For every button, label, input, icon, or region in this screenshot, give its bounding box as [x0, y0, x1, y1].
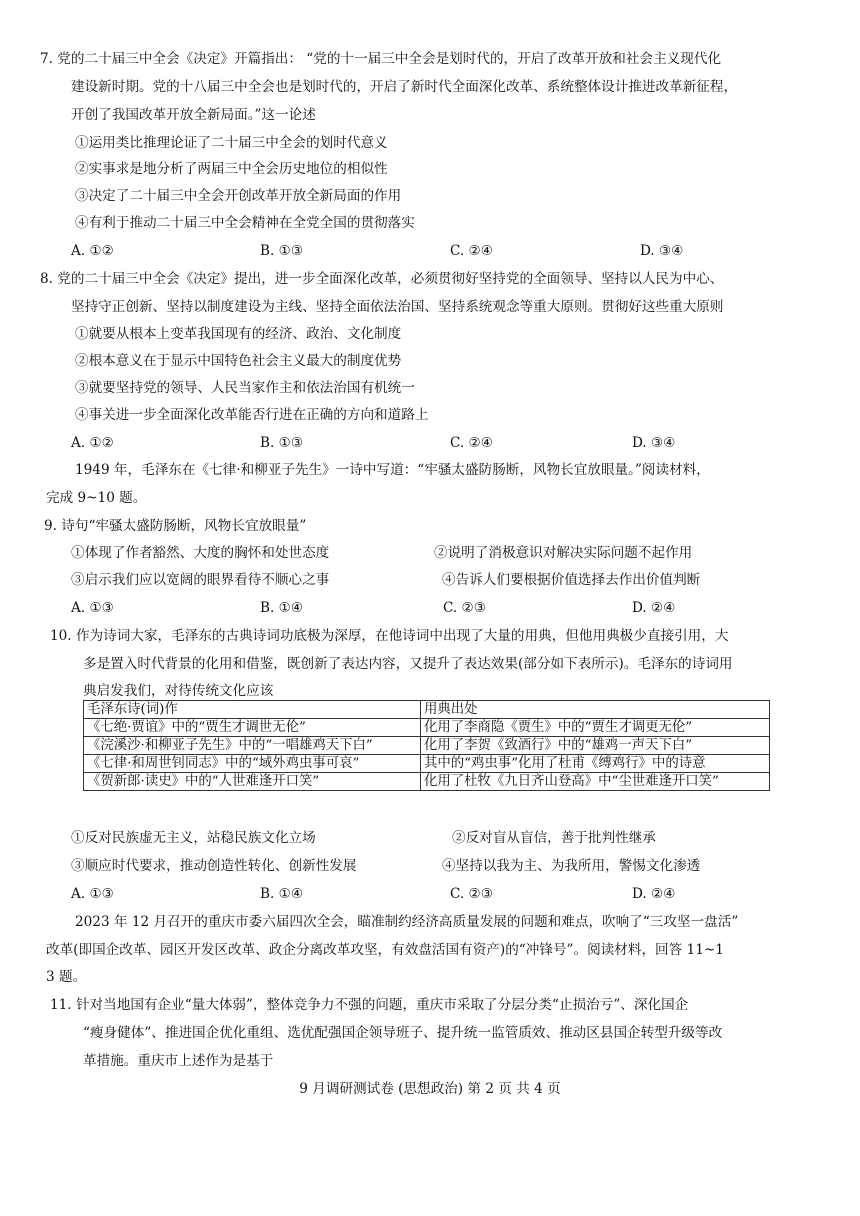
q8-option-b[interactable]: B. ①③	[260, 435, 304, 451]
q10-item-1: ①反对民族虚无主义，站稳民族文化立场	[71, 830, 316, 846]
table-cell: 化用了李商隐《贾生》中的“贾生才调更无伦”	[421, 719, 770, 737]
q8-item-1: ①就要从根本上变革我国现有的经济、政治、文化制度	[75, 326, 402, 342]
q11-stem-line-3: 革措施。重庆市上述作为是基于	[83, 1053, 274, 1069]
q7-item-4: ④有利于推动二十届三中全会精神在全党全国的贯彻落实	[75, 215, 415, 231]
q8-stem-line-2: 坚持守正创新、坚持以制度建设为主线、坚持全面依法治国、坚持系统观念等重大原则。贯彻好这些重大原则	[71, 299, 724, 315]
table-row	[84, 737, 770, 755]
q9-stem: 9. 诗句“牢骚太盛防肠断，风物长宜放眼量”	[44, 518, 307, 534]
q8-option-c[interactable]: C. ②④	[450, 435, 493, 451]
table-cell: 其中的“鸡虫事”化用了杜甫《缚鸡行》中的诗意	[421, 755, 770, 773]
table-cell: 《浣溪沙·和柳亚子先生》中的“一唱雄鸡天下白”	[84, 737, 421, 755]
q10-item-2: ②反对盲从盲信，善于批判性继承	[452, 830, 656, 846]
material1-line-2: 完成 9~10 题。	[46, 490, 147, 506]
q9-option-c[interactable]: C. ②③	[443, 600, 486, 616]
q10-stem-line-1: 10. 作为诗词大家，毛泽东的古典诗词功底极为深厚，在他诗词中出现了大量的用典，但他用典极少直接引用，大	[50, 628, 729, 644]
q7-option-d[interactable]: D. ③④	[640, 243, 684, 259]
q9-option-a[interactable]: A. ①③	[71, 600, 114, 616]
q10-item-3: ③顺应时代要求，推动创造性转化、创新性发展	[71, 858, 357, 874]
table-cell: 化用了李贺《致酒行》中的“雄鸡一声天下白”	[421, 737, 770, 755]
q9-option-d[interactable]: D. ②④	[632, 600, 676, 616]
q9-item-2: ②说明了消极意识对解决实际问题不起作用	[434, 545, 693, 561]
material2-line-1: 2023 年 12 月召开的重庆市委六届四次全会，瞄准制约经济高质量发展的问题和难点，吹响了“三攻坚一盘活”	[75, 914, 739, 930]
q7-stem-line-1: 7. 党的二十届三中全会《决定》开篇指出： “党的十一届三中全会是划时代的，开启了改革开放和社会主义现代化	[40, 51, 722, 67]
table-header-cell: 毛泽东诗(词)作	[84, 701, 421, 719]
q9-item-1: ①体现了作者豁然、大度的胸怀和处世态度	[71, 545, 330, 561]
q7-stem-line-3: 开创了我国改革开放全新局面。”这一论述	[71, 107, 316, 123]
q9-item-4: ④告诉人们要根据价值选择去作出价值判断	[442, 572, 701, 588]
q8-stem-line-1: 8. 党的二十届三中全会《决定》提出，进一步全面深化改革，必须贯彻好坚持党的全面领导、坚持以人民为中心、	[40, 271, 724, 287]
page-footer: 9 月调研测试卷 (思想政治) 第 2 页 共 4 页	[299, 1081, 561, 1097]
q11-stem-line-2: “瘦身健体”、推进国企优化重组、选优配强国企领导班子、提升统一监管质效、推动区县国企转型升级等改	[83, 1025, 723, 1041]
q11-stem-line-1: 11. 针对当地国有企业“量大体弱”，整体竞争力不强的问题，重庆市采取了分层分类“止损治亏”、深化国企	[50, 997, 689, 1013]
q9-item-3: ③启示我们应以宽阔的眼界看待不顺心之事	[71, 572, 330, 588]
q10-stem-line-3: 典启发我们，对待传统文化应该	[83, 683, 274, 699]
q8-item-3: ③就要坚持党的领导、人民当家作主和依法治国有机统一	[75, 380, 415, 396]
q7-stem-line-2: 建设新时期。党的十八届三中全会也是划时代的，开启了新时代全面深化改革、系统整体设计推进改革新征程，	[71, 79, 738, 95]
allusion-table	[83, 700, 770, 791]
q8-item-2: ②根本意义在于显示中国特色社会主义最大的制度优势	[75, 353, 402, 369]
material2-line-2: 改革(即国企改革、园区开发区改革、政企分离改革攻坚，有效盘活国有资产)的“冲锋号”。阅读材料，回答 11~1	[46, 942, 724, 958]
table-row	[84, 719, 770, 737]
material2-line-3: 3 题。	[46, 969, 87, 985]
q7-option-b[interactable]: B. ①③	[260, 243, 304, 259]
q8-option-d[interactable]: D. ③④	[632, 435, 676, 451]
table-row	[84, 773, 770, 791]
table-cell: 《贺新郎·读史》中的“人世难逢开口笑”	[84, 773, 421, 791]
q7-option-c[interactable]: C. ②④	[450, 243, 493, 259]
q10-option-d[interactable]: D. ②④	[632, 886, 676, 902]
q7-item-1: ①运用类比推理论证了二十届三中全会的划时代意义	[75, 135, 388, 151]
q8-item-4: ④事关进一步全面深化改革能否行进在正确的方向和道路上	[75, 407, 429, 423]
q10-option-c[interactable]: C. ②③	[450, 886, 493, 902]
q10-item-4: ④坚持以我为主、为我所用，警惕文化渗透	[442, 858, 701, 874]
q9-option-b[interactable]: B. ①④	[260, 600, 304, 616]
q7-item-2: ②实事求是地分析了两届三中全会历史地位的相似性	[75, 161, 388, 177]
table-header-row	[84, 701, 770, 719]
table-cell: 化用了杜牧《九日齐山登高》中“尘世难逢开口笑”	[421, 773, 770, 791]
q7-option-a[interactable]: A. ①②	[71, 243, 114, 259]
q8-option-a[interactable]: A. ①②	[71, 435, 114, 451]
table-row	[84, 755, 770, 773]
table-cell: 《七律·和周世钊同志》中的“域外鸡虫事可哀”	[84, 755, 421, 773]
table-cell: 《七绝·贾谊》中的“贾生才调世无伦”	[84, 719, 421, 737]
q10-option-b[interactable]: B. ①④	[260, 886, 304, 902]
material1-line-1: 1949 年，毛泽东在《七律·和柳亚子先生》一诗中写道：“牢骚太盛防肠断，风物长宜放眼量。”阅读材料，	[75, 462, 710, 478]
table-header-cell: 用典出处	[421, 701, 770, 719]
q10-option-a[interactable]: A. ①③	[71, 886, 114, 902]
q10-stem-line-2: 多是置入时代背景的化用和借鉴，既创新了表达内容，又提升了表达效果(部分如下表所示)。毛泽东的诗词用	[83, 656, 733, 672]
q7-item-3: ③决定了二十届三中全会开创改革开放全新局面的作用	[75, 188, 402, 204]
